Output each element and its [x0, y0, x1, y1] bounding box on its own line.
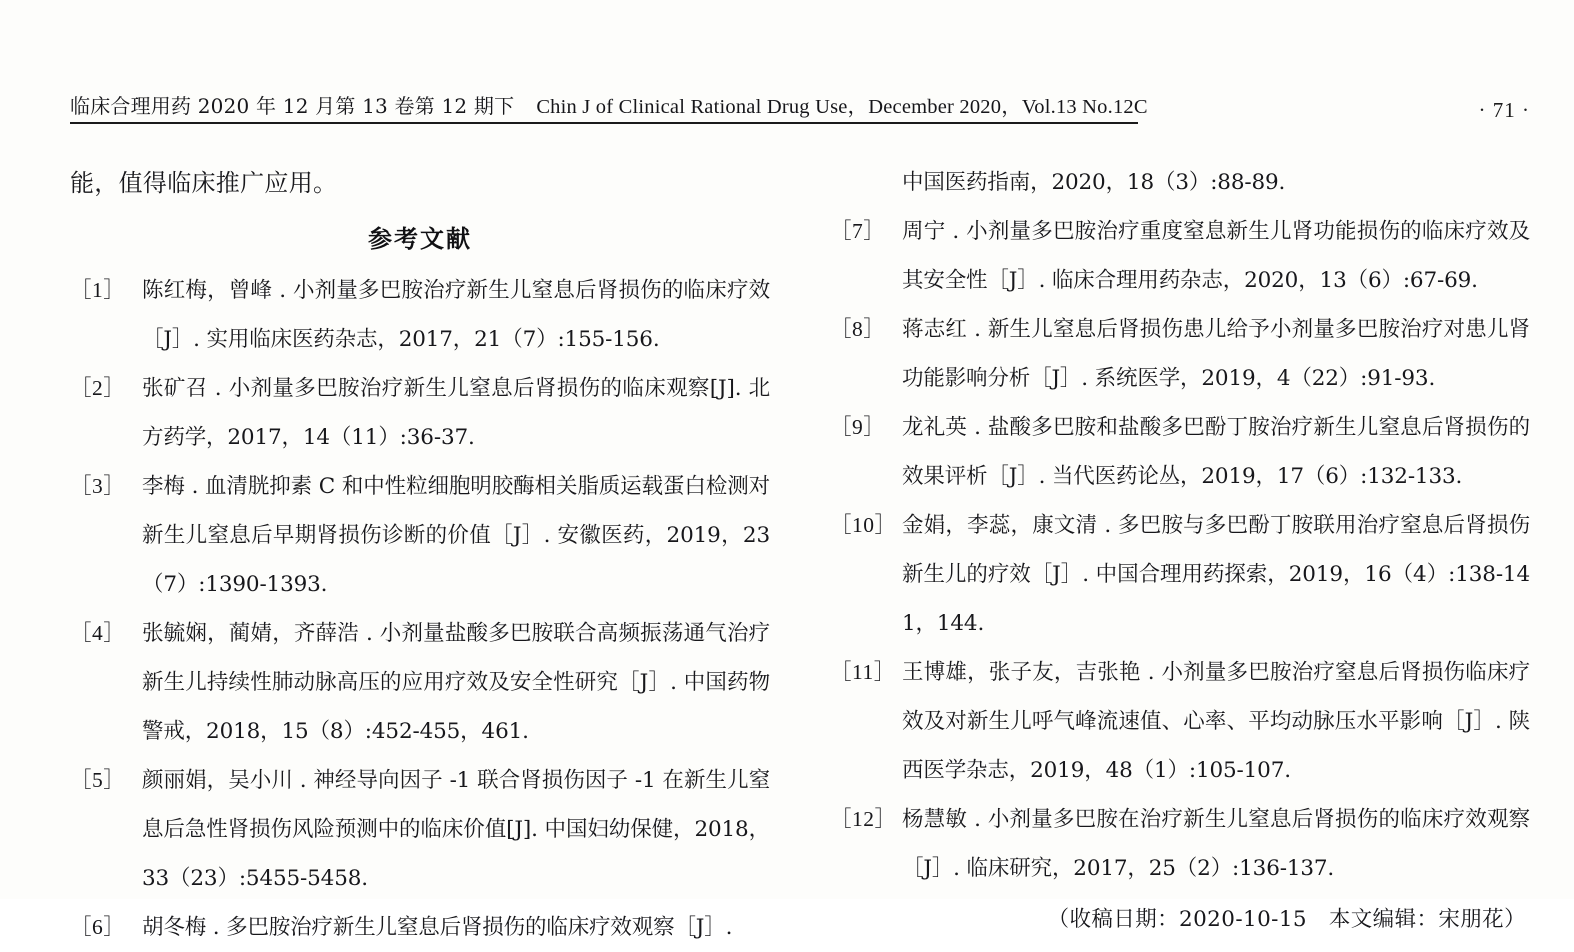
reference-entry — [70, 266, 770, 364]
reference-entry — [830, 501, 1530, 648]
reference-entry — [830, 403, 1530, 501]
reference-continuation-indent — [830, 158, 902, 207]
reference-number: ［11］ — [830, 660, 896, 684]
column-right — [830, 158, 1530, 945]
reference-continuation — [830, 158, 1530, 207]
colophon: （收稿日期：2020-10-15 本文编辑：宋朋花） — [1047, 907, 1526, 932]
running-head — [70, 92, 1510, 126]
column-left — [70, 158, 770, 952]
page-number: · 71 · — [1478, 98, 1530, 122]
reference-entry — [830, 207, 1530, 305]
reference-text: 周宁 . 小剂量多巴胺治疗重度窒息新生儿肾功能损伤的临床疗效及其安全性［J］. 临床合理用药杂志，2020，13（6）:67-69. — [902, 219, 1530, 293]
reference-number: ［5］ — [70, 768, 126, 792]
running-head-cn: 临床合理用药 2020 年 12 月第 13 卷第 12 期下 — [70, 94, 515, 118]
reference-text: 李梅 . 血清胱抑素 C 和中性粒细胞明胶酶相关脂质运载蛋白检测对新生儿窒息后早期肾损伤诊断的价值［J］. 安徽医药，2019，23（7）:1390-1393. — [142, 474, 770, 597]
reference-text: 金娟，李蕊，康文清 . 多巴胺与多巴酚丁胺联用治疗窒息后肾损伤新生儿的疗效［J］. 中国合理用药探索，2019，16（4）:138-141，144. — [902, 513, 1530, 636]
reference-text: 张毓娴，蔺婧，齐薛浩 . 小剂量盐酸多巴胺联合高频振荡通气治疗新生儿持续性肺动脉高压的应用疗效及安全性研究［J］. 中国药物警戒，2018，15（8）:452-455，461. — [142, 621, 770, 744]
reference-entry — [830, 648, 1530, 795]
reference-number: ［2］ — [70, 376, 126, 400]
reference-number: ［3］ — [70, 474, 126, 498]
reference-entry — [70, 364, 770, 462]
reference-number: ［12］ — [830, 807, 897, 831]
references-heading: 参考文献 — [368, 224, 472, 253]
reference-entry — [830, 795, 1530, 893]
reference-text: 杨慧敏 . 小剂量多巴胺在治疗新生儿窒息后肾损伤的临床疗效观察［J］. 临床研究，2017，25（2）:136-137. — [902, 807, 1530, 881]
running-head-rule — [70, 122, 1138, 124]
reference-number: ［6］ — [70, 915, 126, 939]
reference-number: ［1］ — [70, 278, 126, 302]
reference-continuation-text: 中国医药指南，2020，18（3）:88-89. — [902, 170, 1286, 195]
reference-number: ［9］ — [830, 415, 886, 439]
reference-number: ［4］ — [70, 621, 126, 645]
running-head-en: Chin J of Clinical Rational Drug Use，December 2020，Vol.13 No.12C — [536, 96, 1148, 118]
reference-text: 龙礼英 . 盐酸多巴胺和盐酸多巴酚丁胺治疗新生儿窒息后肾损伤的效果评析［J］. 当代医药论丛，2019，17（6）:132-133. — [902, 415, 1530, 489]
reference-entry — [70, 756, 770, 903]
reference-text: 颜丽娟，吴小川 . 神经导向因子 -1 联合肾损伤因子 -1 在新生儿窒息后急性肾损伤风险预测中的临床价值[J]. 中国妇幼保健，2018，33（23）:5455-5458. — [142, 768, 770, 891]
reference-text: 陈红梅，曾峰 . 小剂量多巴胺治疗新生儿窒息后肾损伤的临床疗效［J］. 实用临床医药杂志，2017，21（7）:155-156. — [142, 278, 770, 352]
reference-text: 王博雄，张子友，吉张艳 . 小剂量多巴胺治疗窒息后肾损伤临床疗效及对新生儿呼气峰流速值、心率、平均动脉压水平影响［J］. 陕西医学杂志，2019，48（1）:105-107. — [902, 660, 1530, 783]
reference-entry — [70, 609, 770, 756]
tail-paragraph: 能，值得临床推广应用。 — [70, 169, 338, 197]
reference-text: 蒋志红 . 新生儿窒息后肾损伤患儿给予小剂量多巴胺治疗对患儿肾功能影响分析［J］. 系统医学，2019，4（22）:91-93. — [902, 317, 1530, 391]
reference-entry — [70, 462, 770, 609]
reference-entry — [70, 903, 770, 952]
reference-text: 胡冬梅 . 多巴胺治疗新生儿窒息后肾损伤的临床疗效观察［J］. — [142, 915, 733, 940]
reference-number: ［8］ — [830, 317, 886, 341]
running-head-text — [70, 92, 1148, 121]
reference-number: ［10］ — [830, 513, 897, 537]
reference-number: ［7］ — [830, 219, 886, 243]
reference-entry — [830, 305, 1530, 403]
reference-text: 张矿召 . 小剂量多巴胺治疗新生儿窒息后肾损伤的临床观察[J]. 北方药学，2017，14（11）:36-37. — [142, 376, 770, 450]
